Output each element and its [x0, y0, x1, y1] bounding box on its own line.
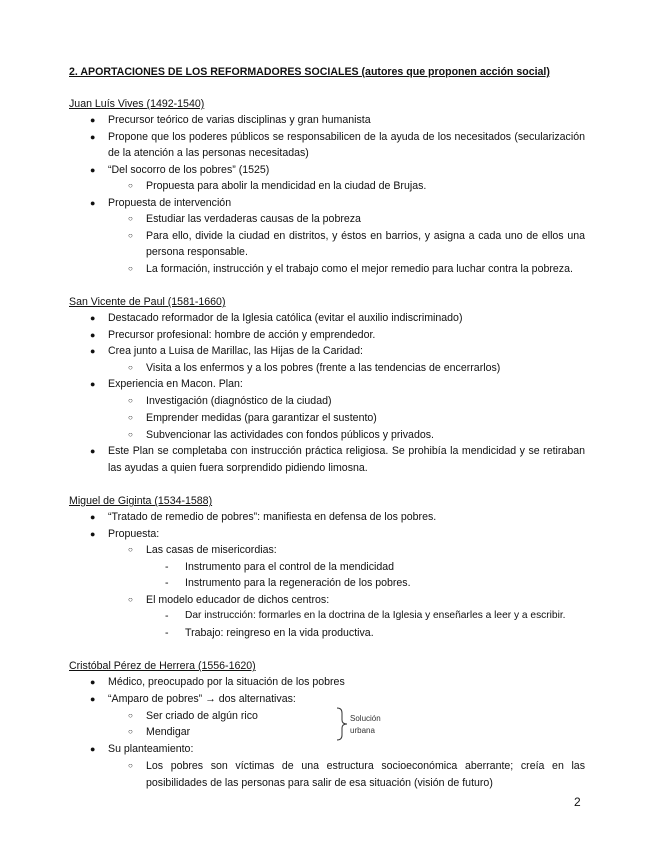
- sub-sub-list-item: Instrumento para la regeneración de los pobres.: [185, 577, 411, 589]
- bullet-icon: ●: [90, 446, 96, 456]
- sub-list-item: Subvencionar las actividades con fondos públicos y privados.: [146, 429, 434, 441]
- sub-list-item: Ser criado de algún rico: [146, 710, 258, 722]
- circle-bullet-icon: ○: [128, 231, 133, 240]
- bullet-icon: ●: [90, 132, 96, 142]
- circle-bullet-icon: ○: [128, 761, 133, 770]
- list-item-continuation: de la atención a las personas necesitadas): [108, 147, 309, 159]
- list-item: Crea junto a Luisa de Marillac, las Hijas de la Caridad:: [108, 345, 363, 357]
- list-item: Propuesta:: [108, 528, 160, 540]
- list-item: Propuesta de intervención: [108, 197, 232, 209]
- circle-bullet-icon: ○: [128, 413, 133, 422]
- heading-paul: San Vicente de Paul (1581-1660): [69, 296, 226, 308]
- bullet-icon: ●: [90, 165, 96, 175]
- sub-list-item: El modelo educador de dichos centros:: [146, 594, 330, 606]
- list-item: “Tratado de remedio de pobres”: manifiesta en defensa de los pobres.: [108, 511, 437, 523]
- list-item: Médico, preocupado por la situación de los pobres: [108, 676, 345, 688]
- bullet-icon: ●: [90, 313, 96, 323]
- sub-list-item: Investigación (diagnóstico de la ciudad): [146, 395, 332, 407]
- bullet-icon: ●: [90, 529, 96, 539]
- sub-list-item: La formación, instrucción y el trabajo como el mejor remedio para luchar contra la pobreza.: [146, 263, 573, 275]
- circle-bullet-icon: ○: [128, 430, 133, 439]
- list-item: Precursor profesional: hombre de acción y emprendedor.: [108, 329, 376, 341]
- dash-bullet-icon: -: [165, 610, 169, 622]
- bullet-icon: ●: [90, 346, 96, 356]
- heading-herrera: Cristóbal Pérez de Herrera (1556-1620): [69, 660, 256, 672]
- circle-bullet-icon: ○: [128, 214, 133, 223]
- dash-bullet-icon: -: [165, 627, 169, 639]
- sub-list-item: Mendigar: [146, 726, 191, 738]
- circle-bullet-icon: ○: [128, 396, 133, 405]
- sub-list-item: Los pobres son víctimas de una estructura socioeconómica aberrante; creía en las: [146, 760, 585, 772]
- sub-sub-list-item: Trabajo: reingreso en la vida productiva.: [185, 627, 374, 639]
- bullet-icon: ●: [90, 694, 96, 704]
- solution-note: Solución: [350, 714, 381, 723]
- sub-list-item: Estudiar las verdaderas causas de la pobreza: [146, 213, 361, 225]
- sub-list-item: Las casas de misericordias:: [146, 544, 277, 556]
- list-item: Experiencia en Macon. Plan:: [108, 378, 243, 390]
- list-item: Este Plan se completaba con instrucción práctica religiosa. Se prohibía la mendicidad y se retiraban: [108, 445, 585, 457]
- bullet-icon: ●: [90, 677, 96, 687]
- bullet-icon: ●: [90, 512, 96, 522]
- sub-sub-list-item: Instrumento para el control de la mendicidad: [185, 561, 395, 573]
- curly-brace-icon: [336, 707, 348, 741]
- section-title: 2. APORTACIONES DE LOS REFORMADORES SOCIALES (autores que proponen acción social): [69, 66, 550, 78]
- list-item: “Del socorro de los pobres” (1525): [108, 164, 270, 176]
- circle-bullet-icon: ○: [128, 595, 133, 604]
- circle-bullet-icon: ○: [128, 545, 133, 554]
- list-item: Su planteamiento:: [108, 743, 194, 755]
- list-item: “Amparo de pobres” → dos alternativas:: [108, 693, 296, 705]
- bullet-icon: ●: [90, 115, 96, 125]
- list-item-continuation: las ayudas a quien fuera sorprendido pidiendo limosna.: [108, 462, 368, 474]
- dash-bullet-icon: -: [165, 577, 169, 589]
- sub-list-item: Visita a los enfermos y a los pobres (frente a las tendencias de encerrarlos): [146, 362, 501, 374]
- sub-list-item: Emprender medidas (para garantizar el sustento): [146, 412, 377, 424]
- page-number: 2: [574, 795, 581, 809]
- sub-sub-list-item: Dar instrucción: formarles en la doctrina de la Iglesia y enseñarles a leer y a escribir.: [185, 610, 566, 621]
- solution-note: urbana: [350, 726, 375, 735]
- list-item: Precursor teórico de varias disciplinas y gran humanista: [108, 114, 371, 126]
- bullet-icon: ●: [90, 744, 96, 754]
- bullet-icon: ●: [90, 330, 96, 340]
- dash-bullet-icon: -: [165, 561, 169, 573]
- sub-list-item: Propuesta para abolir la mendicidad en la ciudad de Brujas.: [146, 180, 427, 192]
- sub-list-item-continuation: persona responsable.: [146, 246, 248, 258]
- sub-list-item-continuation: posibilidades de las personas para salir de esa situación (visión de futuro): [146, 777, 493, 789]
- heading-vives: Juan Luís Vives (1492-1540): [69, 98, 205, 110]
- circle-bullet-icon: ○: [128, 181, 133, 190]
- bullet-icon: ●: [90, 379, 96, 389]
- heading-giginta: Miguel de Giginta (1534-1588): [69, 495, 213, 507]
- circle-bullet-icon: ○: [128, 711, 133, 720]
- sub-list-item: Para ello, divide la ciudad en distritos, y éstos en barrios, y asigna a cada uno de ellos una: [146, 230, 585, 242]
- circle-bullet-icon: ○: [128, 727, 133, 736]
- list-item: Destacado reformador de la Iglesia católica (evitar el auxilio indiscriminado): [108, 312, 463, 324]
- list-item: Propone que los poderes públicos se responsabilicen de la ayuda de los necesitados (secularización: [108, 131, 585, 143]
- circle-bullet-icon: ○: [128, 363, 133, 372]
- circle-bullet-icon: ○: [128, 264, 133, 273]
- bullet-icon: ●: [90, 198, 96, 208]
